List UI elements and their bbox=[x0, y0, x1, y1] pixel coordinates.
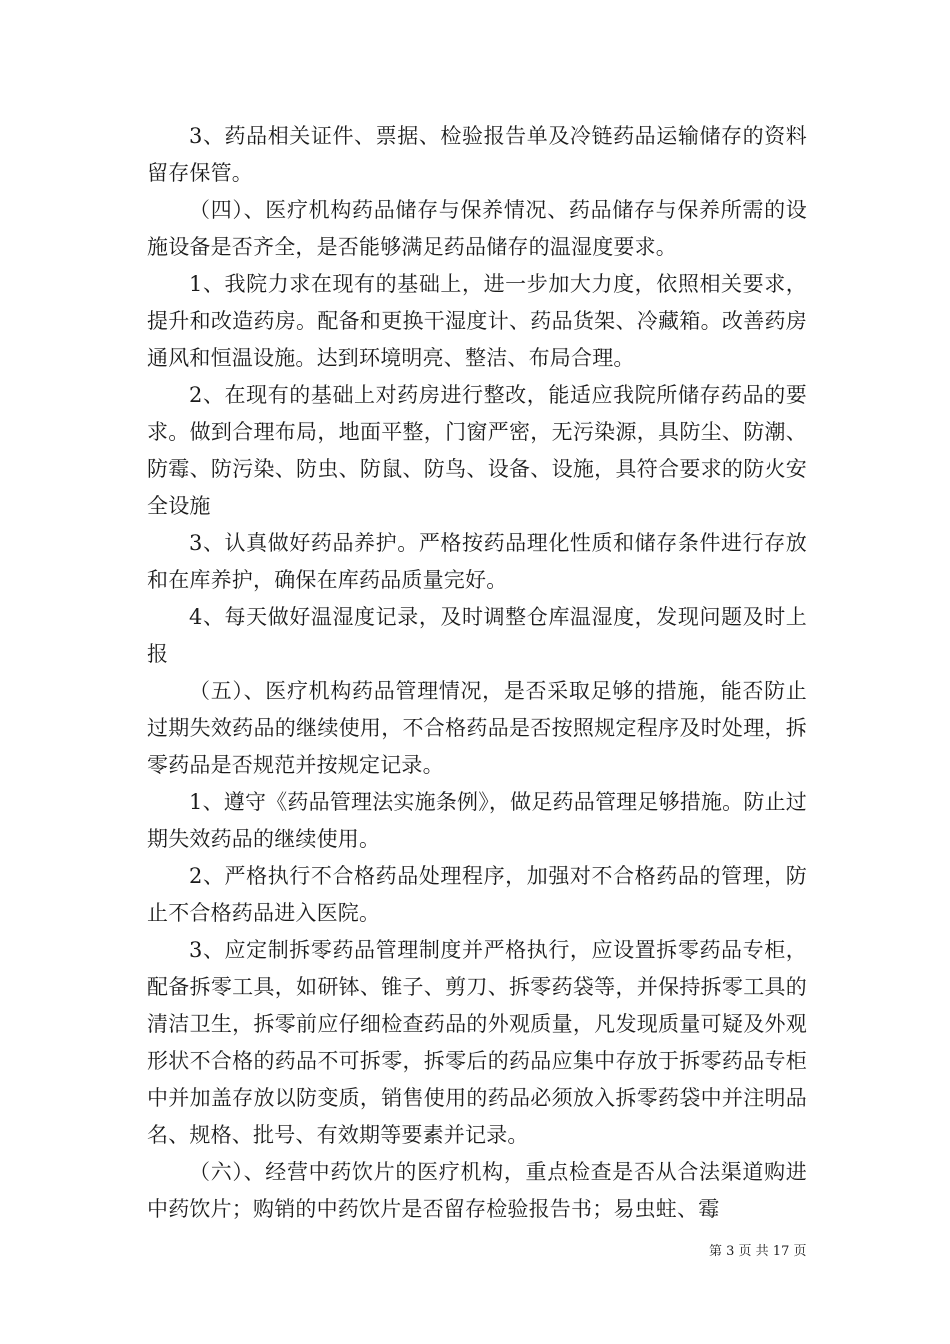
section-heading-4: （四）、医疗机构药品储存与保养情况、药品储存与保养所需的设施设备是否齐全，是否能够满足药品储存的温湿度要求。 bbox=[147, 198, 807, 259]
document-body bbox=[147, 118, 807, 1228]
paragraph: 4、每天做好温湿度记录，及时调整仓库温湿度，发现问题及时上报 bbox=[147, 605, 807, 666]
paragraph: 1、我院力求在现有的基础上，进一步加大力度，依照相关要求，提升和改造药房。配备和更换干湿度计、药品货架、冷藏箱。改善药房通风和恒温设施。达到环境明亮、整洁、布局合理。 bbox=[147, 272, 807, 370]
paragraph: 3、应定制拆零药品管理制度并严格执行，应设置拆零药品专柜，配备拆零工具，如研钵、锥子、剪刀、拆零药袋等，并保持拆零工具的清洁卫生，拆零前应仔细检查药品的外观质量，凡发现质量可疑及外观形状不合格的药品不可拆零，拆零后的药品应集中存放于拆零药品专柜中并加盖存放以防变质，销售使用的药品必须放入拆零药袋中并注明品名、规格、批号、有效期等要素并记录。 bbox=[147, 938, 807, 1147]
paragraph: 2、在现有的基础上对药房进行整改，能适应我院所储存药品的要求。做到合理布局，地面平整，门窗严密，无污染源，具防尘、防潮、防霉、防污染、防虫、防鼠、防鸟、设备、设施，具符合要求的防火安全设施 bbox=[147, 383, 807, 518]
paragraph: 3、药品相关证件、票据、检验报告单及冷链药品运输储存的资料留存保管。 bbox=[147, 124, 807, 185]
page-number-footer: 第 3 页 共 17 页 bbox=[709, 1244, 807, 1259]
section-heading-5: （五）、医疗机构药品管理情况，是否采取足够的措施，能否防止过期失效药品的继续使用，不合格药品是否按照规定程序及时处理，拆零药品是否规范并按规定记录。 bbox=[147, 679, 807, 777]
paragraph: 3、认真做好药品养护。严格按药品理化性质和储存条件进行存放和在库养护，确保在库药品质量完好。 bbox=[147, 531, 807, 592]
section-heading-6: （六）、经营中药饮片的医疗机构，重点检查是否从合法渠道购进中药饮片；购销的中药饮片是否留存检验报告书；易虫蛀、霉 bbox=[147, 1160, 807, 1221]
paragraph: 2、严格执行不合格药品处理程序，加强对不合格药品的管理，防止不合格药品进入医院。 bbox=[147, 864, 807, 925]
paragraph: 1、遵守《药品管理法实施条例》，做足药品管理足够措施。防止过期失效药品的继续使用。 bbox=[147, 790, 807, 851]
